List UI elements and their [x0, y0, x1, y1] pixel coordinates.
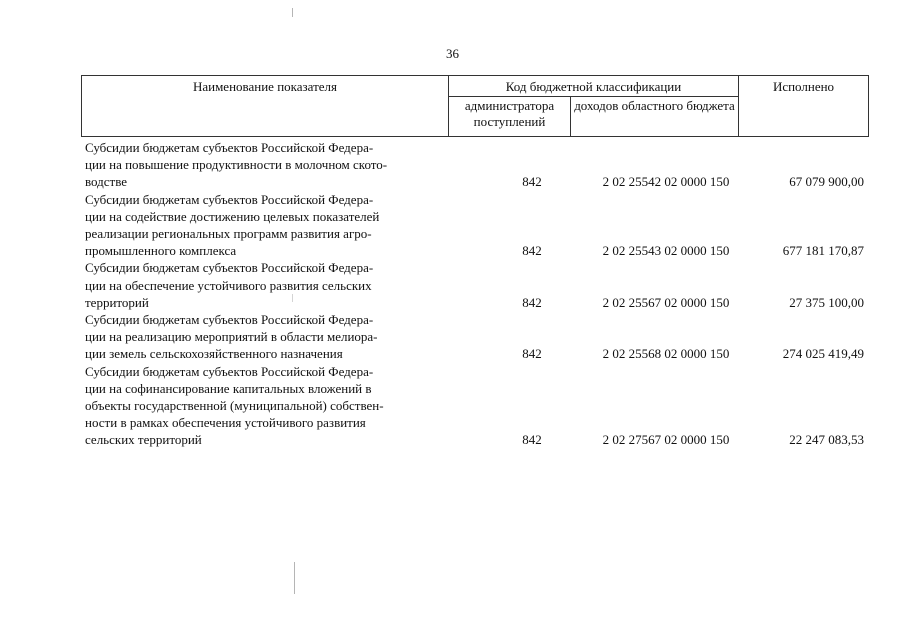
header-indicator-name: Наименование показателя: [82, 76, 449, 137]
table-body: [85, 139, 868, 449]
row-administrator-code: 842: [522, 174, 542, 190]
page-number: 36: [446, 46, 459, 61]
table-row: [85, 311, 868, 363]
header-administrator: администратора поступлений: [449, 97, 571, 137]
row-name: Субсидии бюджетам субъектов Российской Федера- ции на содействие достижению целевых показателей реализации региональных программ развития агро- промышленного комплекса: [85, 191, 380, 259]
table-header: [81, 75, 869, 137]
row-name: Субсидии бюджетам субъектов Российской Федера- ции на реализацию мероприятий в области мелиора- ции земель сельскохозяйственного назначения: [85, 312, 378, 362]
header-executed: Исполнено: [739, 76, 869, 137]
row-budget-code: 2 02 27567 02 0000 150: [602, 432, 730, 448]
row-amount: 677 181 170,87: [782, 243, 864, 259]
row-administrator-code: 842: [522, 243, 542, 259]
header-revenue-code: доходов областного бюджета: [571, 97, 739, 137]
row-budget-code: 2 02 25567 02 0000 150: [602, 294, 730, 310]
table-row: [85, 259, 868, 311]
row-amount: 22 247 083,53: [789, 432, 864, 448]
table-row: [85, 363, 868, 449]
row-budget-code: 2 02 25568 02 0000 150: [602, 346, 730, 362]
row-administrator-code: 842: [522, 432, 542, 448]
row-name: Субсидии бюджетам субъектов Российской Федера- ции на повышение продуктивности в молочном ското- водстве: [85, 140, 388, 190]
row-budget-code: 2 02 25542 02 0000 150: [602, 174, 730, 190]
row-amount: 67 079 900,00: [789, 174, 864, 190]
scan-mark-top: [292, 8, 293, 17]
row-administrator-code: 842: [522, 294, 542, 310]
table-row: [85, 139, 868, 191]
table-row: [85, 191, 868, 260]
row-budget-code: 2 02 25543 02 0000 150: [602, 243, 730, 259]
scan-mark-middle: [292, 294, 293, 302]
row-name: Субсидии бюджетам субъектов Российской Федера- ции на софинансирование капитальных вложений в объекты государственной (муниципальной) собствен- ности в рамках обеспечения устойчивого развития сельских территорий: [85, 363, 384, 448]
row-administrator-code: 842: [522, 346, 542, 362]
row-amount: 274 025 419,49: [782, 346, 864, 362]
header-budget-code: Код бюджетной классификации: [449, 76, 739, 97]
scan-mark-bottom: [294, 562, 295, 594]
row-amount: 27 375 100,00: [789, 294, 864, 310]
row-name: Субсидии бюджетам субъектов Российской Федера- ции на обеспечение устойчивого развития сельских территорий: [85, 260, 374, 310]
